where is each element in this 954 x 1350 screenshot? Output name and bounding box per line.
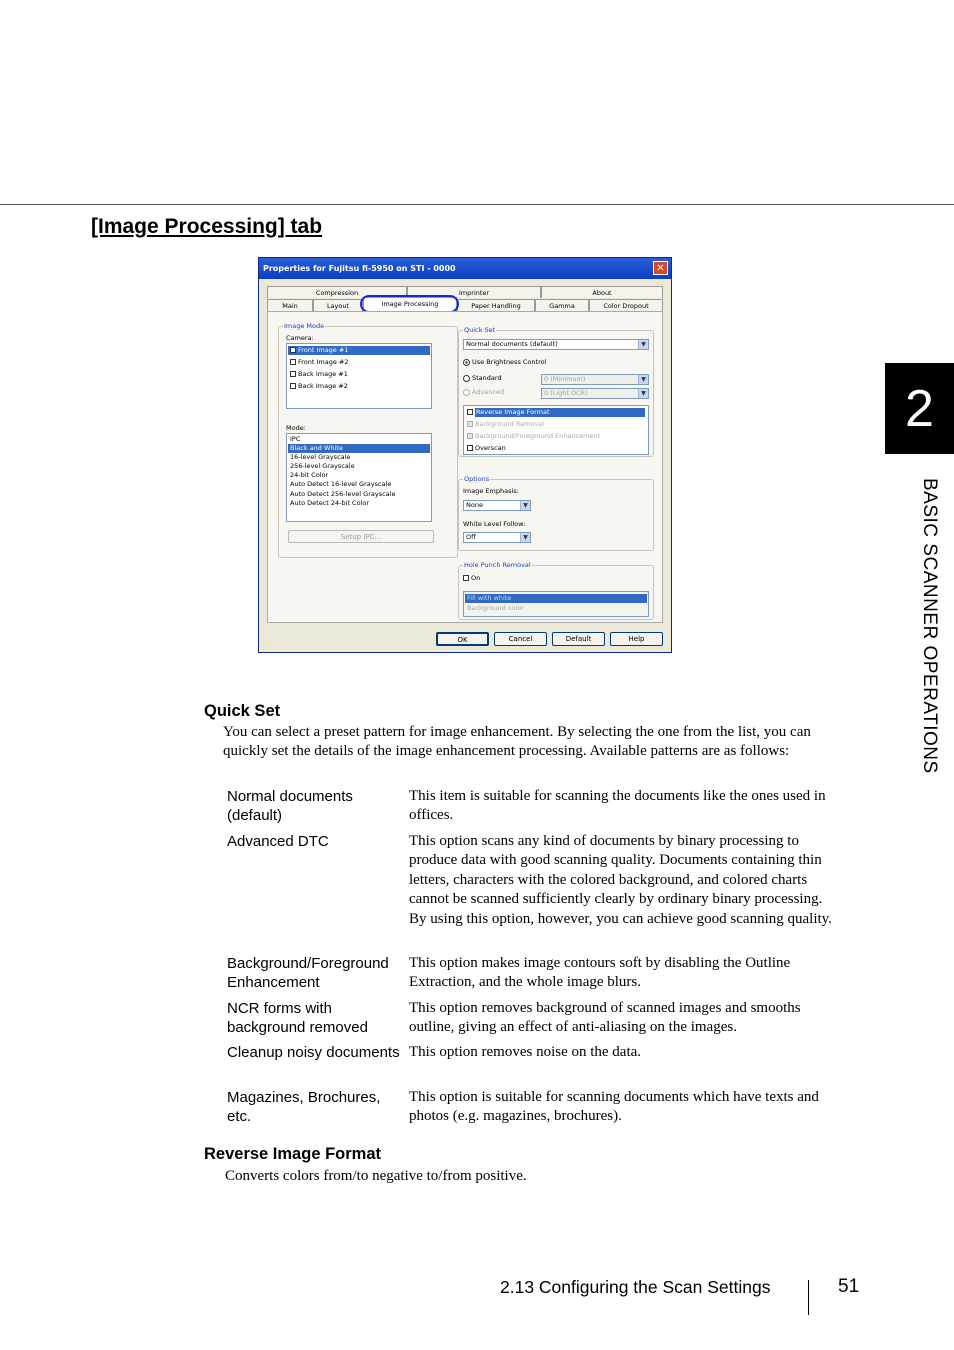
chevron-down-icon[interactable]: ▼ — [520, 533, 530, 542]
list-item[interactable]: Auto Detect 16-level Grayscale — [290, 480, 392, 488]
image-mode-label: Image Mode — [284, 322, 325, 330]
list-item[interactable]: Auto Detect 256-level Grayscale — [290, 490, 396, 498]
image-emphasis-combo[interactable] — [463, 500, 531, 511]
reverse-image-heading: Reverse Image Format — [204, 1145, 381, 1163]
list-item[interactable] — [288, 370, 430, 379]
list-item[interactable]: 256-level Grayscale — [290, 462, 355, 470]
list-item[interactable]: 24-bit Color — [290, 471, 329, 479]
list-item-label: Front Image #1 — [298, 346, 349, 354]
tab-main[interactable]: Main — [267, 299, 313, 311]
term: NCR forms with background removed — [227, 1000, 368, 1037]
list-item-label: Background/Foreground Enhancement — [475, 432, 601, 440]
list-item[interactable] — [465, 432, 647, 441]
quick-set-combo[interactable] — [463, 339, 649, 350]
checkbox[interactable] — [290, 359, 296, 365]
checkbox[interactable] — [463, 575, 469, 581]
radio-standard[interactable] — [463, 374, 502, 382]
white-level-combo[interactable] — [463, 532, 531, 543]
properties-dialog — [258, 257, 672, 653]
radio-label: Standard — [472, 374, 502, 382]
help-button[interactable]: Help — [610, 632, 663, 646]
term-description: This option is suitable for scanning documents which have texts and photos (e.g. magazines, brochures). — [409, 1089, 819, 1125]
term-description: This option removes noise on the data. — [409, 1044, 642, 1060]
top-rule — [0, 204, 954, 205]
list-item[interactable] — [288, 346, 430, 355]
setup-ipc-button[interactable]: Setup IPC... — [288, 530, 434, 543]
chevron-down-icon[interactable]: ▼ — [638, 340, 648, 349]
list-item[interactable] — [465, 420, 647, 429]
tab-gamma[interactable]: Gamma — [535, 299, 589, 311]
list-item[interactable] — [288, 358, 430, 367]
advanced-combo-value: 0 (Light OCR) — [544, 389, 588, 397]
radio-button[interactable] — [463, 389, 470, 396]
list-item-label: Reverse Image Format — [475, 408, 645, 417]
tab-compression[interactable]: Compression — [267, 286, 407, 298]
quick-set-combo-value: Normal documents (default) — [466, 340, 558, 348]
term: Advanced DTC — [227, 833, 329, 850]
camera-label: Camera: — [286, 334, 314, 342]
term-description: This item is suitable for scanning the documents like the ones used in offices. — [409, 788, 826, 824]
hole-punch-list[interactable] — [463, 591, 649, 617]
page-number: 51 — [838, 1276, 860, 1297]
checkbox[interactable] — [290, 383, 296, 389]
camera-list[interactable] — [286, 343, 432, 409]
radio-button[interactable] — [463, 359, 470, 366]
list-item[interactable]: 16-level Grayscale — [290, 453, 351, 461]
chevron-down-icon: ▼ — [638, 389, 648, 398]
section-heading: [Image Processing] tab — [91, 215, 323, 238]
reverse-image-text: Converts colors from/to negative to/from positive. — [225, 1168, 527, 1184]
mode-list[interactable] — [286, 433, 432, 522]
list-item[interactable] — [465, 444, 647, 453]
term: Magazines, Brochures, etc. — [227, 1089, 381, 1126]
image-emphasis-value: None — [466, 501, 483, 509]
ok-button[interactable]: OK — [436, 632, 489, 646]
list-item[interactable]: Background color — [467, 604, 524, 612]
tab-imprinter[interactable]: Imprinter — [407, 286, 541, 298]
tab-paper-handling[interactable]: Paper Handling — [457, 299, 535, 311]
tab-layout[interactable]: Layout — [313, 299, 363, 311]
dialog-title-bar — [259, 258, 671, 279]
list-item[interactable] — [465, 408, 647, 417]
standard-combo-value: 0 (Minimum) — [544, 375, 586, 383]
image-emphasis-label: Image Emphasis: — [463, 487, 519, 495]
term: Normal documents (default) — [227, 788, 353, 825]
term: Cleanup noisy documents — [227, 1044, 400, 1061]
options-group — [458, 475, 654, 551]
checkbox[interactable] — [467, 409, 473, 415]
footer-divider — [808, 1280, 809, 1315]
radio-label: Use Brightness Control — [472, 358, 547, 366]
quick-set-label: Quick Set — [464, 326, 496, 334]
hole-punch-label: Hole Punch Removal — [464, 561, 531, 569]
list-item-label: Back Image #1 — [298, 370, 348, 378]
footer-section-title: 2.13 Configuring the Scan Settings — [500, 1277, 771, 1297]
checkbox[interactable] — [467, 433, 473, 439]
hole-punch-on[interactable] — [463, 574, 480, 582]
dialog-title: Properties for Fujitsu fi-5950 on STI - 0000 — [263, 264, 456, 273]
standard-combo[interactable] — [541, 374, 649, 385]
list-item[interactable]: Fill with white — [465, 594, 647, 603]
checkbox-label: On — [471, 574, 481, 582]
radio-brightness[interactable] — [463, 358, 546, 366]
options-label: Options — [464, 475, 490, 483]
list-item-label: Background Removal — [475, 420, 545, 428]
image-mode-group — [278, 322, 458, 558]
radio-advanced[interactable] — [463, 388, 504, 396]
hole-punch-group — [458, 561, 654, 620]
mode-label: Mode: — [286, 424, 306, 432]
checkbox[interactable] — [290, 371, 296, 377]
close-icon[interactable]: ✕ — [653, 261, 668, 275]
tab-image-processing[interactable]: Image Processing — [363, 297, 457, 311]
term: Background/Foreground Enhancement — [227, 955, 389, 992]
white-level-label: White Level Follow: — [463, 520, 526, 528]
term-description: This option removes background of scanned images and smooths outline, giving an effect of anti-aliasing on the images. — [409, 1000, 801, 1036]
quick-set-heading: Quick Set — [204, 702, 281, 720]
list-item[interactable] — [288, 382, 430, 391]
term-description: This option scans any kind of documents by binary processing to produce data with good scanning quality. Documents containing thin letters, characters with the colored background, and colored charts cannot be scanned sufficiently clearly by ordinary binary processing. By using this option, however, you can achieve good scanning quality. — [409, 833, 832, 927]
advanced-combo[interactable] — [541, 388, 649, 399]
chevron-down-icon: ▼ — [638, 375, 648, 384]
list-item-label: Front Image #2 — [298, 358, 349, 366]
checkbox[interactable] — [467, 445, 473, 451]
radio-label: Advanced — [472, 388, 505, 396]
radio-button[interactable] — [463, 375, 470, 382]
tab-panel — [267, 311, 663, 623]
list-item-label: Back Image #2 — [298, 382, 348, 390]
quick-set-group — [458, 326, 654, 457]
list-item[interactable]: IPC — [290, 435, 301, 443]
default-button[interactable]: Default — [552, 632, 605, 646]
checkbox[interactable] — [467, 421, 473, 427]
list-item[interactable]: Auto Detect 24-bit Color — [290, 499, 370, 507]
white-level-value: Off — [466, 533, 476, 541]
tab-color-dropout[interactable]: Color Dropout — [589, 299, 663, 311]
chevron-down-icon[interactable]: ▼ — [520, 501, 530, 510]
chapter-title-vertical: BASIC SCANNER OPERATIONS — [919, 478, 940, 774]
quick-set-checklist[interactable] — [463, 405, 649, 455]
list-item-label: Overscan — [475, 444, 506, 452]
tab-about[interactable]: About — [541, 286, 663, 298]
checkbox-checked[interactable]: ✓ — [291, 347, 296, 353]
term-description: This option makes image contours soft by disabling the Outline Extraction, and the whole image blurs. — [409, 955, 791, 991]
chapter-number-tab: 2 — [885, 363, 954, 454]
cancel-button[interactable]: Cancel — [494, 632, 547, 646]
quick-set-intro: You can select a preset pattern for image enhancement. By selecting the one from the list, you can quickly set the details of the image enhancement processing. Available patterns are as follows: — [223, 724, 811, 760]
list-item[interactable]: Black and White — [288, 444, 430, 453]
